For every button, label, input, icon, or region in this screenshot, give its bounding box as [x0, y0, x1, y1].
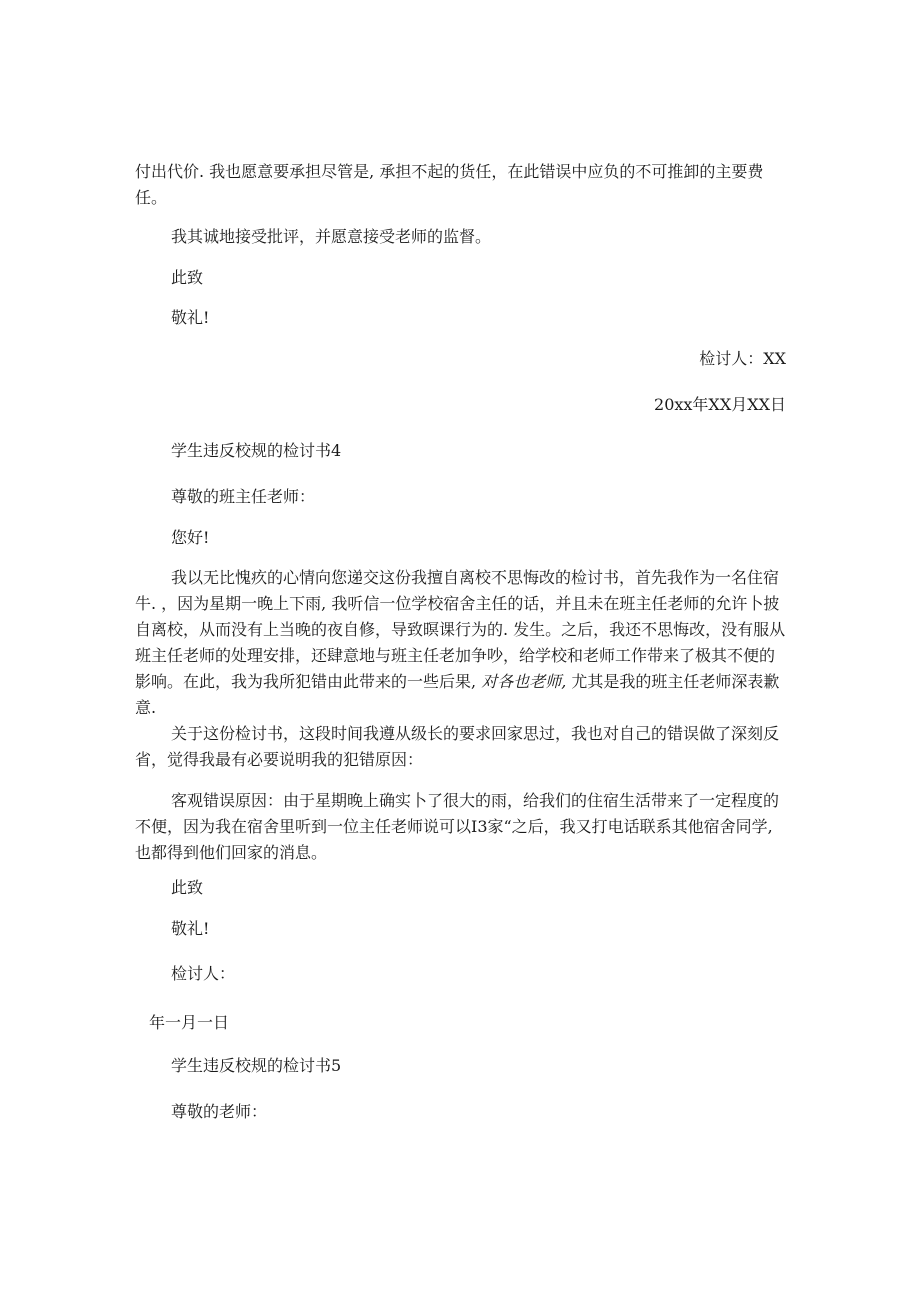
closing-jing-li: 敬礼! — [171, 308, 210, 327]
letter4-greeting: 您好! — [171, 528, 210, 547]
letter5-salutation: 尊敬的老师： — [171, 1102, 268, 1121]
letter4-title: 学生违反校规的检讨书4 — [171, 441, 342, 460]
date-line: 20xx年XX月XX日 — [654, 395, 786, 414]
letter4-paragraph-3: 客观错误原因：由于星期晚上确实卜了很大的雨，给我们的住宿生活带来了一定程度的不便，因为我在宿舍里听到一位主任老师说可以I3家“之后，我又打电话联系其他宿舍同学, 也都得到他们回家的消息。 — [135, 791, 780, 862]
closing-ci-zhi: 此致 — [171, 268, 204, 287]
letter4-closing-ci-zhi: 此致 — [171, 878, 204, 897]
letter4-salutation: 尊敬的班主任老师： — [171, 487, 316, 506]
letter4-closing-jing-li: 敬礼! — [171, 919, 210, 938]
signer-line: 检讨人：XX — [699, 349, 786, 368]
paragraph-accept-criticism: 我其诚地接受批评，并愿意接受老师的监督。 — [171, 227, 492, 246]
paragraph-1-italic-text: 对各也老师, — [481, 672, 567, 691]
paragraph-1-end-text: 尤其是我的班主任老师深表歉意. — [135, 672, 780, 717]
paragraph-1-main-text: 我以无比愧疚的心情向您递交这份我擅自离校不思悔改的检讨书，首先我作为一名住宿牛. ，因为星期一晚上下雨, 我听信一位学校宿舍主任的话，并且未在班主任老师的允许卜披自离校，从而没有上当晚的夜自修，导致暝课行为的. 发生。之后，我还不思悔改，没有服从班主任老师的处理安排，还肆意地与班主任老加争吵，给学校和老师工作带来了极其不便的影响。在此，我为我所犯错由此带来的一些后果, — [135, 568, 786, 691]
paragraph-continuation: 付出代价. 我也愿意要承担尽管是, 承担不起的货任，在此错误中应负的不可推卸的主要费任。 — [135, 162, 764, 207]
letter4-paragraph-1 — [135, 565, 790, 721]
letter4-signer: 检讨人： — [171, 964, 236, 983]
letter5-title: 学生违反校规的检讨书5 — [171, 1056, 342, 1075]
letter4-date: 年一月一日 — [149, 1013, 230, 1032]
letter4-paragraph-2: 关于这份检讨书，这段时间我遵从级长的要求回家思过，我也对自己的错误做了深刻反省，觉得我最有必要说明我的犯错原因： — [135, 724, 780, 769]
